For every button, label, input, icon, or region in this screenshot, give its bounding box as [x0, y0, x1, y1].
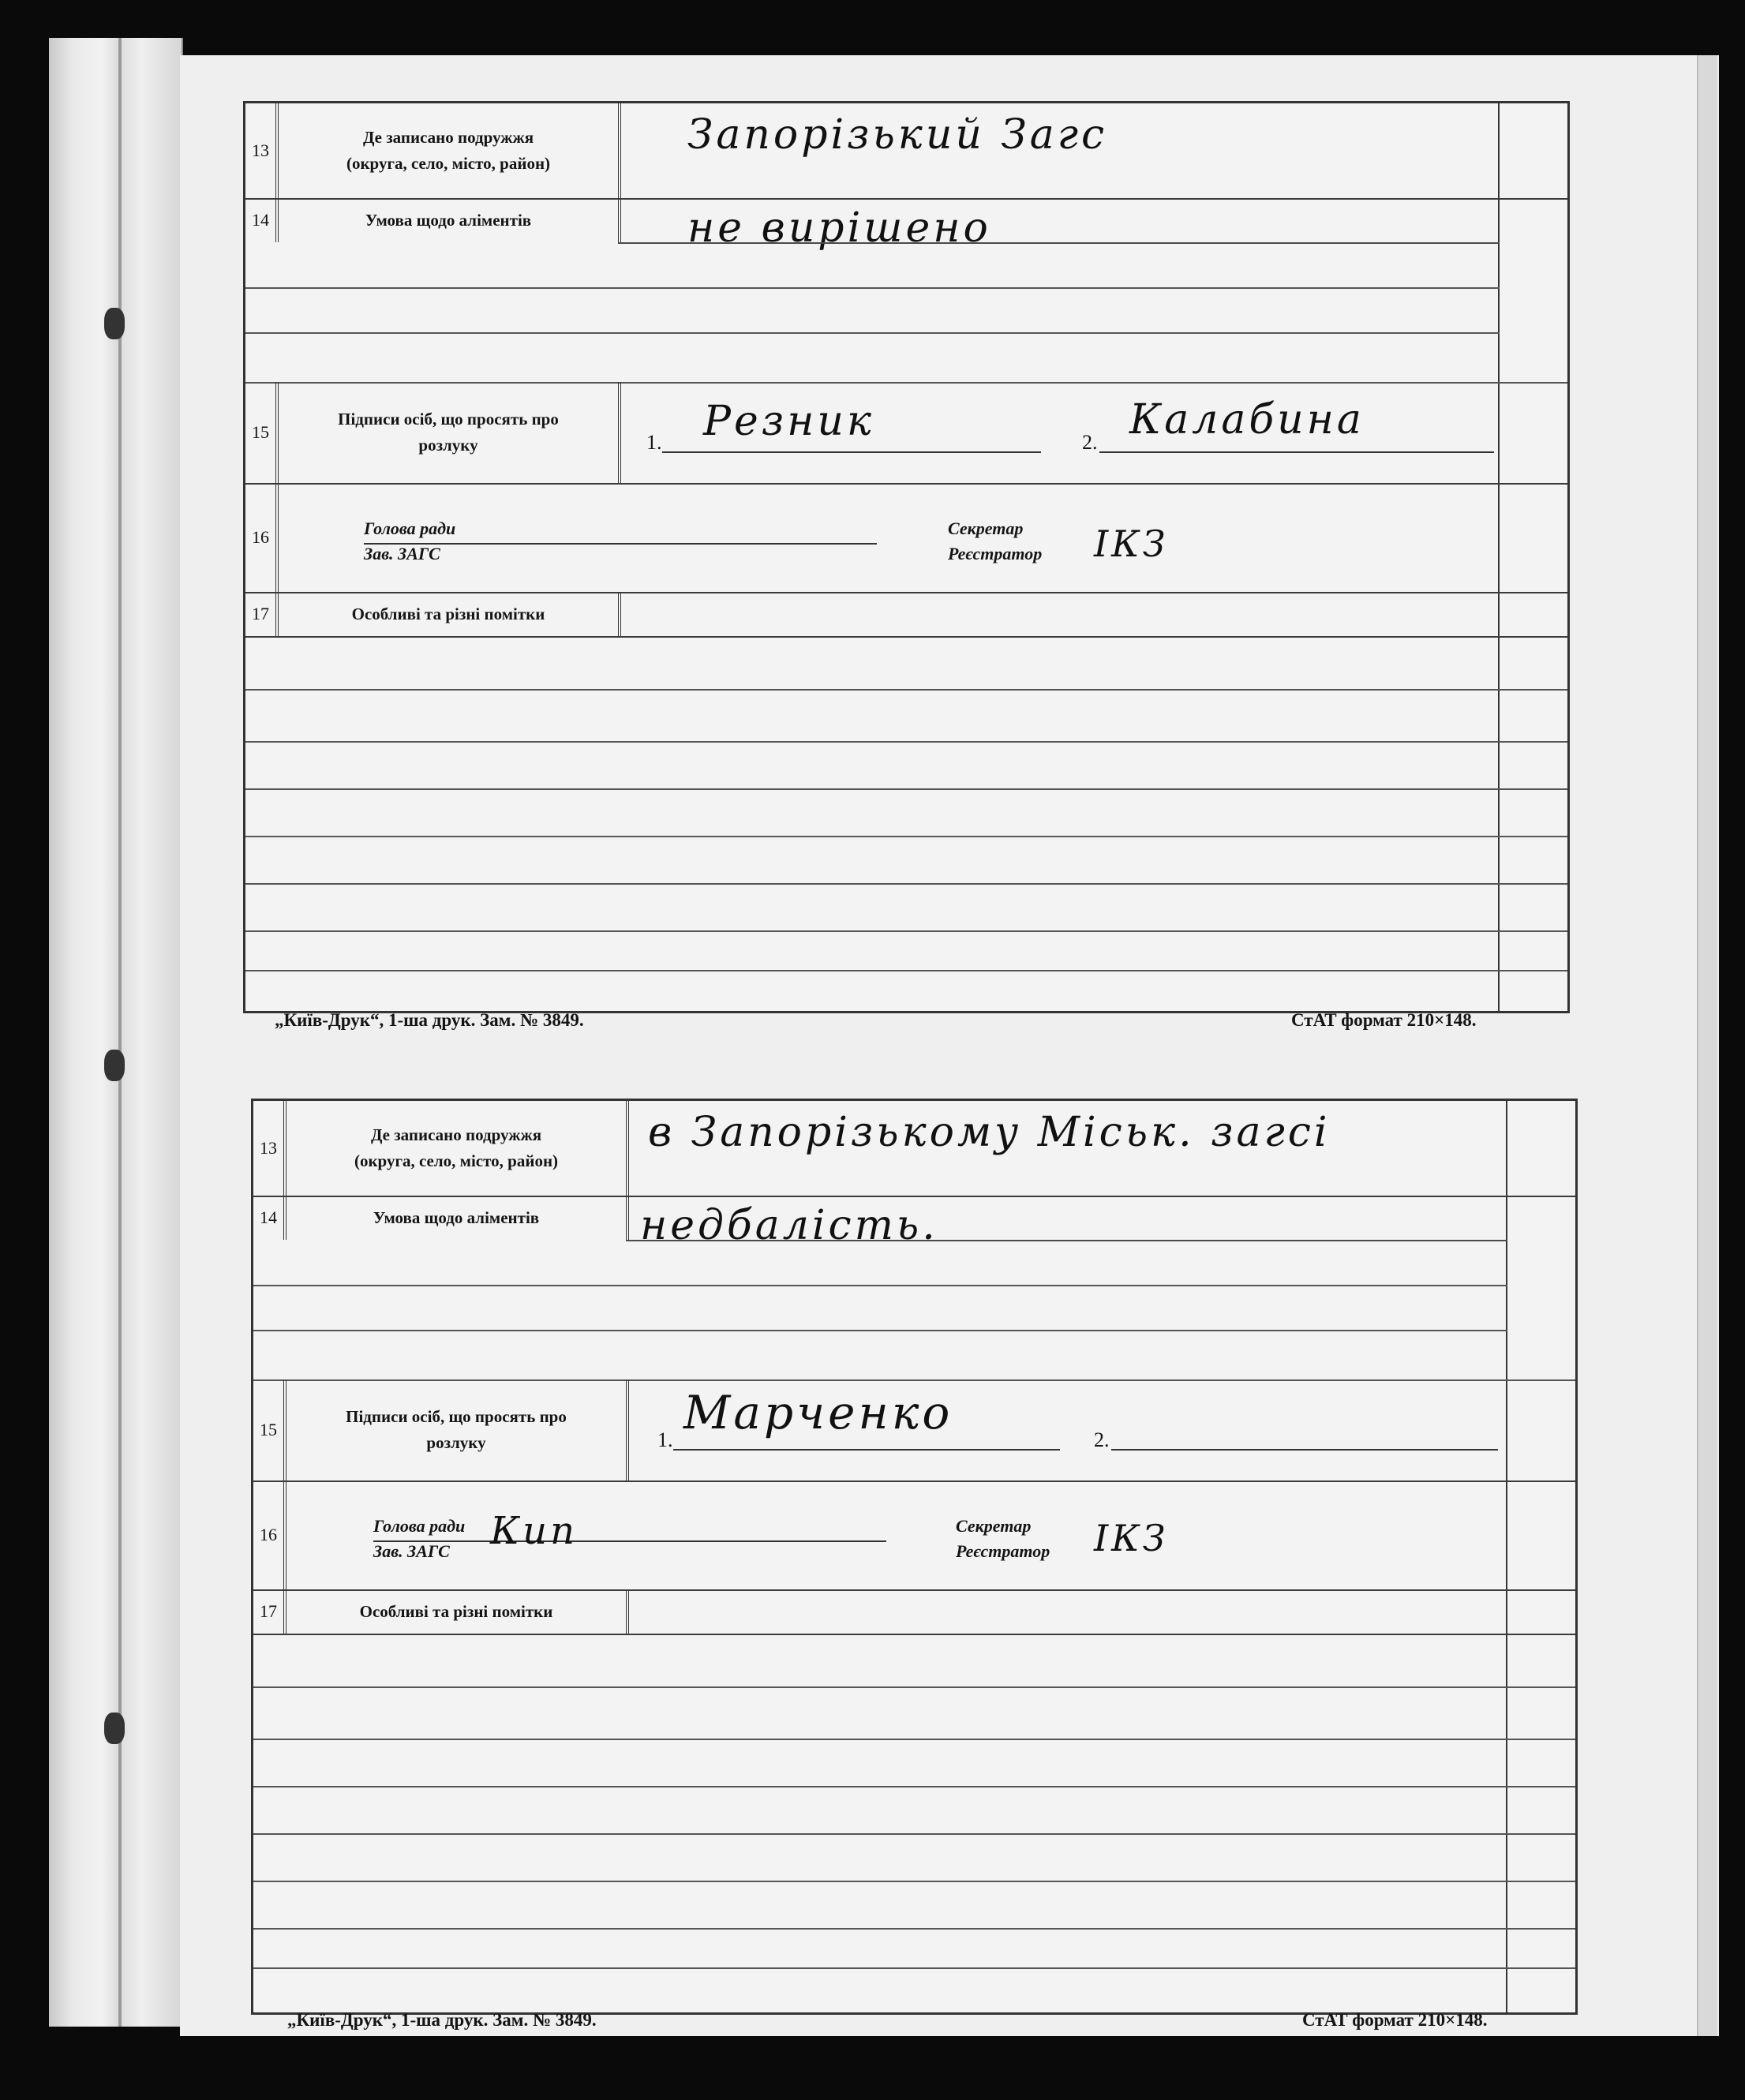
ruled-line	[245, 970, 1567, 971]
row-number: 17	[253, 1589, 286, 1634]
ruled-line	[245, 332, 1500, 334]
page-edge	[1697, 55, 1717, 2036]
ruled-line	[245, 930, 1567, 932]
row-number: 16	[245, 483, 279, 592]
row-label: Особливі та різні помітки	[279, 592, 621, 636]
ruled-line	[253, 1739, 1575, 1740]
ruled-line	[245, 836, 1567, 837]
chairman-label: Голова ради	[364, 518, 456, 538]
signature-line	[662, 451, 1041, 453]
label-line: Підписи осіб, що просять про	[346, 1407, 567, 1427]
ruled-line	[245, 287, 1500, 289]
row-17	[253, 1589, 1575, 1635]
head-of-registry-label: Зав. ЗАГС	[364, 543, 440, 563]
registrar-signature: ІКЗ	[1094, 522, 1169, 565]
ruled-line	[245, 788, 1567, 790]
ruled-line	[253, 1330, 1507, 1331]
row-label	[286, 1379, 629, 1480]
row-number: 14	[253, 1196, 286, 1240]
row-15	[253, 1379, 1575, 1482]
secretary-label: Секретар	[948, 518, 1024, 538]
ruled-line	[253, 1881, 1575, 1882]
chairman-signature: Кип	[490, 1509, 578, 1553]
row-number: 13	[253, 1101, 286, 1196]
row-number: 16	[253, 1480, 286, 1589]
binding-tear	[104, 308, 125, 339]
signature-1-number: 1.	[657, 1428, 673, 1451]
printer-imprint: „Київ-Друк“, 1-ша друк. Зам. № 3849.	[275, 1010, 584, 1030]
label-line: розлуку	[418, 436, 478, 455]
ruled-line	[253, 1686, 1575, 1688]
row-14	[245, 198, 1567, 252]
row-label: Умова щодо аліментів	[279, 198, 621, 242]
registrar-label: Реєстратор	[948, 543, 1043, 563]
row-13	[245, 103, 1567, 200]
head-of-registry-label: Зав. ЗАГС	[373, 1540, 450, 1561]
row-16	[253, 1480, 1575, 1591]
ruled-line	[618, 242, 1500, 244]
signature-1: Резник	[703, 398, 874, 445]
signature-2: Калабина	[1129, 396, 1365, 444]
registrar-signature: ІКЗ	[1094, 1517, 1169, 1559]
ruled-line	[253, 1285, 1507, 1286]
row-number: 13	[245, 103, 279, 198]
chairman-signature-line	[364, 543, 877, 545]
label-line: (округа, село, місто, район)	[346, 154, 551, 173]
handwritten-alimony-condition: не вирішено	[687, 204, 991, 252]
ruled-line	[245, 741, 1567, 743]
chairman-title	[373, 1514, 465, 1564]
row-label: Умова щодо аліментів	[286, 1196, 629, 1240]
label-line: розлуку	[426, 1433, 486, 1452]
label-line: Підписи осіб, що просять про	[338, 410, 559, 429]
ruled-line	[253, 1833, 1575, 1835]
secretary-label: Секретар	[956, 1516, 1032, 1536]
signature-line	[673, 1449, 1060, 1451]
signature-line	[1099, 451, 1494, 453]
row-15	[245, 382, 1567, 485]
signature-1-number: 1.	[646, 431, 662, 454]
binding-tear	[104, 1050, 125, 1081]
label-line: Де записано подружжя	[362, 128, 534, 148]
row-number: 14	[245, 198, 279, 242]
registrar-label: Реєстратор	[956, 1540, 1050, 1561]
label-line: (округа, село, місто, район)	[354, 1151, 559, 1170]
signature-line	[1111, 1449, 1498, 1451]
signature-1: Марченко	[683, 1386, 953, 1439]
row-number: 15	[253, 1379, 286, 1480]
signature-2-number: 2.	[1094, 1428, 1110, 1451]
row-number: 15	[245, 382, 279, 483]
row-label	[279, 103, 621, 198]
row-16	[245, 483, 1567, 593]
signature-2-number: 2.	[1082, 431, 1098, 454]
secretary-title	[956, 1514, 1050, 1564]
ruled-line	[253, 1928, 1575, 1930]
chairman-title	[364, 516, 455, 567]
ruled-line	[245, 883, 1567, 885]
row-label: Особливі та різні помітки	[286, 1589, 629, 1634]
ruled-line	[253, 1786, 1575, 1787]
handwritten-registry-place: в Запорізькому Міськ. загсі	[648, 1109, 1331, 1156]
chairman-signature-line	[373, 1540, 886, 1542]
printer-imprint: „Київ-Друк“, 1-ша друк. Зам. № 3849.	[287, 2010, 597, 2030]
divorce-record-form-bottom	[251, 1099, 1578, 2015]
secretary-title	[948, 516, 1042, 567]
divorce-record-form-top	[243, 101, 1570, 1013]
ruled-line	[245, 689, 1567, 691]
binding-tear	[104, 1713, 125, 1744]
ruled-line	[253, 1967, 1575, 1969]
handwritten-alimony-condition: недбалість.	[640, 1202, 938, 1249]
row-label	[286, 1101, 629, 1196]
row-number: 17	[245, 592, 279, 636]
format-imprint: СтАТ формат 210×148.	[1291, 1010, 1477, 1030]
ruled-line	[626, 1240, 1507, 1241]
row-17	[245, 592, 1567, 638]
row-14	[253, 1196, 1575, 1249]
chairman-label: Голова ради	[373, 1516, 466, 1536]
handwritten-registry-place: Запорізький Загс	[687, 111, 1108, 159]
row-label	[279, 382, 621, 483]
label-line: Де записано подружжя	[370, 1125, 542, 1145]
format-imprint: СтАТ формат 210×148.	[1302, 2010, 1488, 2030]
row-13	[253, 1101, 1575, 1197]
